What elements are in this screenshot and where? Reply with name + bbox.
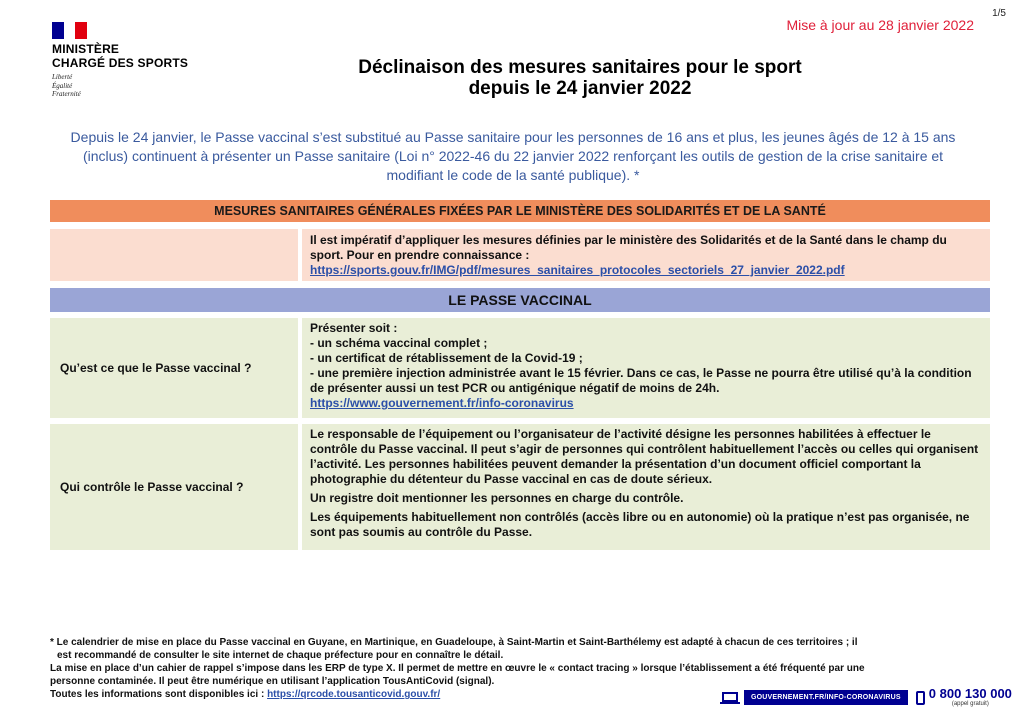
list-item: - une première injection administrée avant le 15 février. Dans ce cas, le Passe ne pourra être utilisé qu’à la condition de présenter aussi un test PCR ou antigénique négatif de moins de 24h. (310, 366, 972, 395)
marianne-flag-icon (52, 22, 87, 39)
gov-info-badge: GOUVERNEMENT.FR/INFO-CORONAVIRUS (744, 690, 908, 705)
page-title (200, 57, 960, 99)
phone-icon (916, 691, 925, 705)
general-measures-label-cell (50, 229, 298, 281)
motto-liberte: Liberté (52, 73, 73, 81)
footer-contact (720, 687, 1012, 708)
intro-paragraph: Depuis le 24 janvier, le Passe vaccinal s’est substitué au Passe sanitaire pour les personnes de 16 ans et plus, les jeunes âgés de 12 à 15 ans (inclus) continuent à présenter un Passe sanitaire (Loi n° 2022-46 du 22 janvier 2022 renforçant les outils de gestion de la crise sanitaire et modifiant le code de la santé publique). * (70, 129, 956, 183)
info-coronavirus-link[interactable]: https://www.gouvernement.fr/info-coronavirus (310, 396, 574, 410)
general-measures-body (302, 229, 990, 281)
who-controls-paragraph: Les équipements habituellement non contrôlés (accès libre ou en autonomie) où la pratique n’est pas organisée, ne sont pas soumis au contrôle du Passe. (310, 510, 970, 539)
who-controls-label: Qui contrôle le Passe vaccinal ? (50, 424, 298, 550)
list-item: - un certificat de rétablissement de la Covid-19 ; (310, 351, 583, 365)
laptop-icon (720, 692, 740, 704)
footnote-line: personne contaminée. Il peut être numérique en utilisant l’application TousAntiCovid (signal). (50, 676, 495, 687)
general-measures-header: MESURES SANITAIRES GÉNÉRALES FIXÉES PAR LE MINISTÈRE DES SOLIDARITÉS ET DE LA SANTÉ (50, 200, 990, 222)
general-measures-row (50, 229, 990, 281)
who-controls-paragraph: Le responsable de l’équipement ou l’organisateur de l’activité désigne les personnes habilitées à effectuer le contrôle du Passe vaccinal. Il peut s’agir de personnes qui contrôlent habituellement l’accès ou celles qui organisent l’activité. Les personnes habilitées peuvent demander la présentation d’un document officiel comportant la photographie du détenteur du Passe vaccinal en cas de doute sérieux. (310, 427, 979, 486)
what-is-passe-label: Qu’est ce que le Passe vaccinal ? (50, 318, 298, 418)
page-number: 1/5 (992, 8, 1006, 19)
table-row (50, 424, 990, 550)
footnote-info-prefix: Toutes les informations sont disponibles ici : (50, 689, 268, 700)
footnote-line: La mise en place d’un cahier de rappel s’impose dans les ERP de type X. Il permet de mettre en œuvre le « contact tracing » lorsque l’établissement a été fréquenté par une (50, 663, 865, 674)
what-is-passe-intro: Présenter soit : (310, 321, 398, 335)
who-controls-body (302, 424, 990, 550)
motto-fraternite: Fraternité (52, 90, 81, 98)
passe-vaccinal-header: LE PASSE VACCINAL (50, 288, 990, 312)
hotline-note: (appel gratuit) (951, 701, 989, 707)
hotline (929, 687, 1012, 708)
list-item: - un schéma vaccinal complet ; (310, 336, 488, 350)
general-measures-text: Il est impératif d’appliquer les mesures définies par le ministère des Solidarités et de la Santé dans le champ du sport. Pour en prendre connaissance : (310, 233, 947, 262)
republic-motto (52, 73, 188, 99)
update-date: Mise à jour au 28 janvier 2022 (786, 17, 974, 33)
ministry-name-line2: CHARGÉ DES SPORTS (52, 56, 189, 70)
page-title-line1: Déclinaison des mesures sanitaires pour le sport (358, 57, 802, 78)
who-controls-paragraph: Un registre doit mentionner les personnes en charge du contrôle. (310, 491, 684, 505)
motto-egalite: Égalité (52, 81, 73, 90)
tousanticovid-link[interactable]: https://qrcode.tousanticovid.gouv.fr/ (267, 689, 441, 700)
what-is-passe-list (310, 336, 980, 396)
table-row (50, 318, 990, 418)
footnote-line: est recommandé de consulter le site internet de chaque préfecture pour en connaître le détail. (57, 650, 504, 661)
page-title-line2: depuis le 24 janvier 2022 (468, 78, 692, 99)
hotline-number: 0 800 130 000 (928, 686, 1012, 701)
what-is-passe-body (302, 318, 990, 418)
ministry-name-line1: MINISTÈRE (52, 42, 120, 56)
ministry-logo (52, 22, 188, 99)
sanitary-protocols-link[interactable]: https://sports.gouv.fr/IMG/pdf/mesures_sanitaires_protocoles_sectoriels_27_janvier_2022.pdf (310, 263, 845, 277)
footnote-line: * Le calendrier de mise en place du Passe vaccinal en Guyane, en Martinique, en Guadeloupe, à Saint-Martin et Saint-Barthélemy est adapté à chacun de ces territoires ; il (50, 637, 858, 648)
